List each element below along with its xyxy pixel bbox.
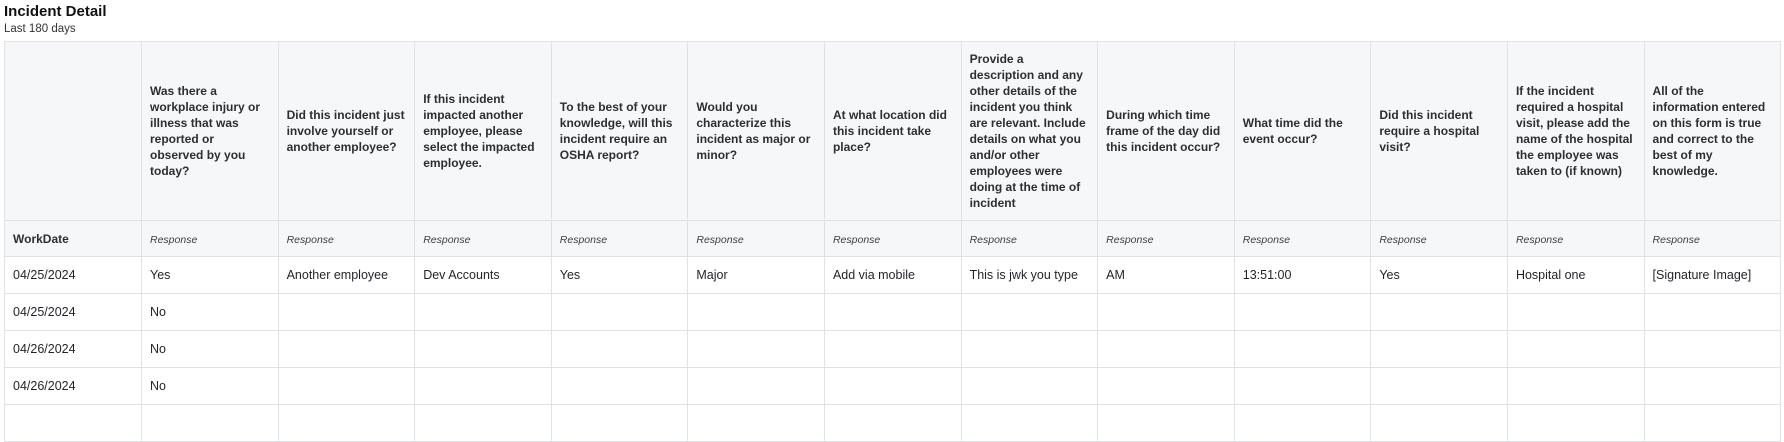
response-cell: Hospital one	[1507, 257, 1644, 294]
response-cell: Major	[688, 257, 825, 294]
response-cell	[1507, 405, 1644, 442]
response-cell	[278, 294, 415, 331]
response-header	[415, 221, 552, 257]
response-cell	[824, 294, 961, 331]
response-cell: No	[142, 331, 279, 368]
question-header[interactable]: Did this incident require a hospital visit?	[1371, 42, 1508, 221]
response-label: Response	[286, 233, 334, 246]
response-cell: This is jwk you type	[961, 257, 1098, 294]
workdate-cell: 04/25/2024	[5, 257, 142, 294]
response-cell	[278, 368, 415, 405]
response-cell	[551, 405, 688, 442]
question-header[interactable]: During which time frame of the day did this incident occur?	[1098, 42, 1235, 221]
response-header	[1234, 221, 1371, 257]
response-cell: Yes	[1371, 257, 1508, 294]
response-cell	[1234, 405, 1371, 442]
response-cell	[688, 368, 825, 405]
response-cell	[142, 405, 279, 442]
response-header	[1098, 221, 1235, 257]
corner-cell	[5, 42, 142, 221]
response-cell: Add via mobile	[824, 257, 961, 294]
response-label: Response	[559, 233, 608, 246]
response-label: Response	[423, 233, 471, 246]
incident-table-body	[5, 257, 1781, 442]
response-cell	[688, 405, 825, 442]
response-cell	[1098, 405, 1235, 442]
response-cell	[961, 294, 1098, 331]
workdate-cell	[5, 405, 142, 442]
question-header[interactable]: Would you characterize this incident as major or minor?	[688, 42, 825, 221]
response-cell	[824, 368, 961, 405]
workdate-header[interactable]	[5, 221, 142, 257]
response-cell	[1371, 294, 1508, 331]
response-cell	[688, 331, 825, 368]
response-cell	[1644, 294, 1781, 331]
workdate-cell: 04/26/2024	[5, 331, 142, 368]
response-header	[142, 221, 279, 257]
response-cell	[551, 368, 688, 405]
response-label: Response	[969, 233, 1017, 246]
report-subtitle: Last 180 days	[4, 23, 76, 35]
response-cell	[824, 331, 961, 368]
response-cell	[1098, 294, 1235, 331]
response-header	[551, 221, 688, 257]
response-label: Response	[1106, 233, 1154, 246]
response-header	[688, 221, 825, 257]
table-row[interactable]	[5, 257, 1781, 294]
response-cell: Dev Accounts	[415, 257, 552, 294]
table-row[interactable]	[5, 331, 1781, 368]
response-cell	[1507, 331, 1644, 368]
response-label: Response	[696, 233, 744, 246]
response-cell	[1371, 331, 1508, 368]
response-cell: 13:51:00	[1234, 257, 1371, 294]
response-cell	[961, 331, 1098, 368]
question-header[interactable]: Was there a workplace injury or illness that was reported or observed by you today?	[142, 42, 279, 221]
workdate-label: WorkDate	[13, 231, 69, 246]
response-cell	[961, 368, 1098, 405]
response-cell: Yes	[551, 257, 688, 294]
response-label: Response	[1515, 233, 1564, 246]
question-header[interactable]: All of the information entered on this form is true and correct to the best of my knowledge.	[1644, 42, 1781, 221]
question-header-row	[5, 42, 1781, 221]
response-cell	[1371, 368, 1508, 405]
question-header[interactable]: What time did the event occur?	[1234, 42, 1371, 221]
response-cell	[551, 331, 688, 368]
response-cell	[1234, 368, 1371, 405]
response-cell	[1234, 331, 1371, 368]
report-header	[4, 3, 107, 37]
response-label: Response	[1379, 233, 1427, 246]
response-cell	[961, 405, 1098, 442]
response-label: Response	[150, 233, 198, 246]
question-header[interactable]: At what location did this incident take place?	[824, 42, 961, 221]
response-cell	[1098, 331, 1235, 368]
response-cell: Another employee	[278, 257, 415, 294]
incident-table	[4, 41, 1781, 442]
response-cell	[1098, 368, 1235, 405]
response-label: Response	[1242, 233, 1291, 246]
response-cell	[278, 331, 415, 368]
question-header[interactable]: If this incident impacted another employee, please select the impacted employee.	[415, 42, 552, 221]
question-header[interactable]: Provide a description and any other details of the incident you think are relevant. Include details on what you and/or other employees were doing at the time of incident	[961, 42, 1098, 221]
sub-header-row	[5, 221, 1781, 257]
response-cell	[824, 405, 961, 442]
response-header	[1507, 221, 1644, 257]
response-cell	[415, 405, 552, 442]
response-cell	[1371, 405, 1508, 442]
response-cell	[1644, 405, 1781, 442]
response-cell	[415, 331, 552, 368]
response-cell	[1507, 368, 1644, 405]
question-header[interactable]: Did this incident just involve yourself or another employee?	[278, 42, 415, 221]
workdate-cell: 04/26/2024	[5, 368, 142, 405]
response-cell: [Signature Image]	[1644, 257, 1781, 294]
response-label: Response	[832, 233, 881, 246]
response-cell	[1644, 331, 1781, 368]
response-cell	[415, 294, 552, 331]
response-cell	[1644, 368, 1781, 405]
response-cell	[1507, 294, 1644, 331]
response-header	[961, 221, 1098, 257]
workdate-cell: 04/25/2024	[5, 294, 142, 331]
table-row[interactable]	[5, 294, 1781, 331]
response-cell	[415, 368, 552, 405]
question-header[interactable]: To the best of your knowledge, will this incident require an OSHA report?	[551, 42, 688, 221]
response-cell: Yes	[142, 257, 279, 294]
table-row[interactable]	[5, 368, 1781, 405]
response-header	[824, 221, 961, 257]
table-row[interactable]	[5, 405, 1781, 442]
response-cell: No	[142, 294, 279, 331]
response-cell: AM	[1098, 257, 1235, 294]
incident-table-container	[4, 41, 1781, 442]
response-header	[1644, 221, 1781, 257]
question-header[interactable]: If the incident required a hospital visit, please add the name of the hospital the employee was taken to (if known)	[1507, 42, 1644, 221]
response-label: Response	[1652, 233, 1700, 246]
response-cell	[551, 294, 688, 331]
response-cell	[688, 294, 825, 331]
report-title: Incident Detail	[4, 3, 107, 20]
response-cell	[278, 405, 415, 442]
response-cell	[1234, 294, 1371, 331]
response-header	[1371, 221, 1508, 257]
response-cell: No	[142, 368, 279, 405]
response-header	[278, 221, 415, 257]
